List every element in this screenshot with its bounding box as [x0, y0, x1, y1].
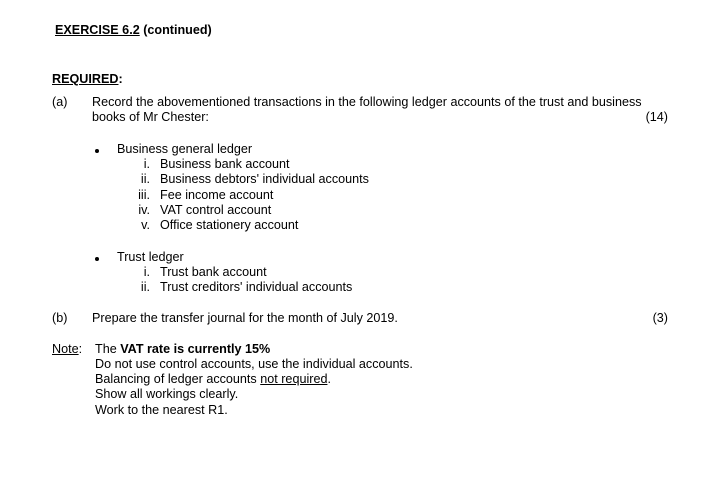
note-not-required: not required [260, 372, 328, 386]
note-line-2: Do not use control accounts, use the individual accounts. [95, 357, 413, 371]
note-title: Note [52, 342, 79, 356]
business-item-2-text: Business debtors' individual accounts [160, 172, 369, 186]
business-ledger-title: Business general ledger [117, 142, 253, 156]
part-a-line1: Record the abovementioned transactions in the following ledger accounts of the trust and business [92, 95, 642, 109]
business-item-3-numeral: iii. [138, 188, 150, 202]
bullet-business-ledger [95, 149, 99, 153]
note-line-3-suffix: . [327, 372, 331, 386]
note-label [52, 342, 82, 357]
trust-item-1-numeral: i. [143, 265, 150, 279]
note-vat-rate: VAT rate is currently 15% [120, 342, 271, 356]
part-a-label: (a) [52, 95, 68, 109]
trust-item-2-text: Trust creditors' individual accounts [160, 280, 353, 294]
business-item-1-numeral: i. [143, 157, 150, 171]
part-b-marks: (3) [652, 311, 668, 325]
business-item-5-text: Office stationery account [160, 218, 299, 232]
business-item-5-numeral: v. [141, 218, 150, 232]
required-heading [52, 72, 123, 87]
business-item-4-text: VAT control account [160, 203, 272, 217]
exercise-title: EXERCISE 6.2 [55, 23, 140, 37]
note-line-3-prefix: Balancing of ledger accounts [95, 372, 261, 386]
note-line-4: Show all workings clearly. [95, 387, 239, 401]
required-title: REQUIRED [52, 72, 119, 86]
part-a-line2: books of Mr Chester: [92, 110, 209, 124]
exercise-heading [55, 23, 212, 38]
note-line-1-prefix: The [95, 342, 121, 356]
note-colon: : [78, 342, 83, 356]
business-item-4-numeral: iv. [138, 203, 150, 217]
trust-item-1-text: Trust bank account [160, 265, 267, 279]
note-line-5: Work to the nearest R1. [95, 403, 228, 417]
note-line-1 [95, 342, 270, 357]
trust-ledger-title: Trust ledger [117, 250, 184, 264]
part-a-marks: (14) [645, 110, 668, 124]
bullet-trust-ledger [95, 257, 99, 261]
required-colon: : [118, 72, 123, 86]
business-item-3-text: Fee income account [160, 188, 274, 202]
part-b-text: Prepare the transfer journal for the month of July 2019. [92, 311, 398, 325]
business-item-1-text: Business bank account [160, 157, 290, 171]
exercise-suffix: (continued) [143, 23, 212, 37]
note-line-3 [95, 372, 331, 387]
part-b-label: (b) [52, 311, 68, 325]
business-item-2-numeral: ii. [140, 172, 150, 186]
trust-item-2-numeral: ii. [140, 280, 150, 294]
